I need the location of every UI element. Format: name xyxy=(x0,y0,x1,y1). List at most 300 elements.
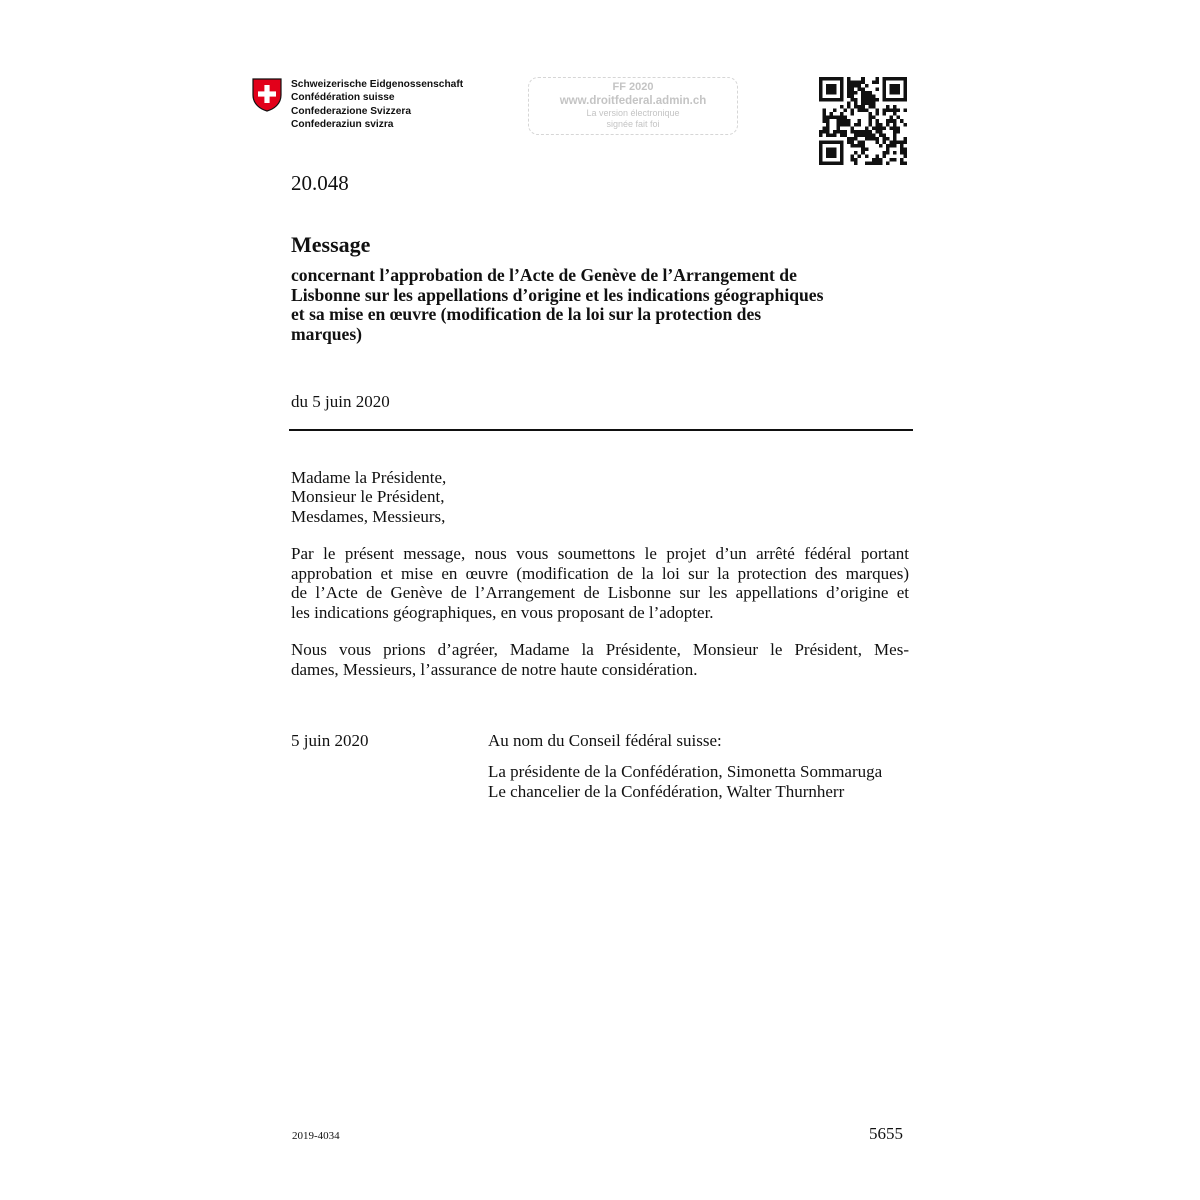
qr-module xyxy=(858,130,862,134)
qr-module xyxy=(903,77,907,81)
qr-module xyxy=(886,119,890,123)
qr-module xyxy=(854,123,858,127)
qr-module xyxy=(879,161,883,165)
qr-module xyxy=(882,88,886,92)
qr-module xyxy=(840,119,844,123)
qr-module xyxy=(886,105,890,109)
qr-module xyxy=(903,98,907,102)
qr-module xyxy=(875,161,879,165)
stamp-url[interactable]: www.droitfederal.admin.ch xyxy=(559,95,707,107)
qr-module xyxy=(875,154,879,158)
qr-module xyxy=(882,81,886,85)
qr-module xyxy=(851,88,855,92)
qr-module xyxy=(819,81,823,85)
confederation-names xyxy=(291,78,463,132)
qr-module xyxy=(851,109,855,113)
qr-module xyxy=(903,123,907,127)
qr-module xyxy=(826,77,830,81)
qr-module xyxy=(830,133,834,137)
qr-module xyxy=(896,140,900,144)
qr-module xyxy=(819,88,823,92)
qr-module xyxy=(854,98,858,102)
qr-module xyxy=(833,116,837,120)
qr-module xyxy=(893,77,897,81)
salutation-line: Madame la Présidente, xyxy=(291,468,447,487)
qr-module xyxy=(837,116,841,120)
qr-module xyxy=(879,133,883,137)
qr-module xyxy=(861,77,865,81)
qr-module xyxy=(861,98,865,102)
qr-module xyxy=(868,133,872,137)
qr-module xyxy=(833,130,837,134)
qr-module xyxy=(851,84,855,88)
qr-module xyxy=(851,112,855,116)
qr-module xyxy=(882,112,886,116)
qr-module xyxy=(900,98,904,102)
qr-module xyxy=(840,154,844,158)
qr-module xyxy=(900,119,904,123)
qr-module xyxy=(840,105,844,109)
qr-module xyxy=(872,137,876,141)
qr-module xyxy=(865,91,869,95)
qr-module xyxy=(875,88,879,92)
qr-code-icon xyxy=(819,77,907,165)
qr-module xyxy=(861,130,865,134)
qr-module xyxy=(830,151,834,155)
qr-module xyxy=(830,77,834,81)
qr-module xyxy=(868,105,872,109)
qr-module xyxy=(840,158,844,162)
subtitle-line: Lisbonne sur les appellations d’origine et les indications géographiques xyxy=(291,284,824,305)
qr-module xyxy=(865,130,869,134)
qr-module xyxy=(837,161,841,165)
qr-module xyxy=(837,140,841,144)
qr-module xyxy=(854,133,858,137)
qr-module xyxy=(886,98,890,102)
qr-module xyxy=(903,109,907,113)
qr-module xyxy=(879,144,883,148)
qr-module xyxy=(826,84,830,88)
footer-reference: 2019-4034 xyxy=(292,1130,340,1142)
qr-module xyxy=(837,77,841,81)
qr-module xyxy=(837,130,841,134)
qr-module xyxy=(861,140,865,144)
qr-module xyxy=(903,95,907,99)
qr-module xyxy=(830,98,834,102)
qr-module xyxy=(868,137,872,141)
qr-module xyxy=(889,119,893,123)
qr-module xyxy=(889,116,893,120)
paragraph-line: approbation et mise en œuvre (modification de la loi sur la protection des marques) xyxy=(291,563,909,583)
qr-module xyxy=(882,109,886,113)
qr-module xyxy=(854,151,858,155)
qr-module xyxy=(861,88,865,92)
qr-module xyxy=(886,109,890,113)
qr-module xyxy=(861,105,865,109)
paragraph-line: dames, Messieurs, l’assurance de notre haute considération. xyxy=(291,659,698,679)
qr-module xyxy=(896,126,900,130)
signature-council: Au nom du Conseil fédéral suisse: xyxy=(488,731,722,750)
electronic-version-stamp xyxy=(528,77,738,135)
qr-module xyxy=(889,140,893,144)
qr-module xyxy=(886,137,890,141)
qr-module xyxy=(826,126,830,130)
qr-module xyxy=(858,123,862,127)
qr-module xyxy=(833,91,837,95)
qr-module xyxy=(854,144,858,148)
qr-module xyxy=(879,158,883,162)
qr-module xyxy=(861,109,865,113)
qr-module xyxy=(840,144,844,148)
qr-module xyxy=(886,161,890,165)
qr-module xyxy=(868,112,872,116)
qr-module xyxy=(868,95,872,99)
paragraph-line: Par le présent message, nous vous soumettons le projet d’un arrêté fédéral portant xyxy=(291,544,909,563)
qr-module xyxy=(840,151,844,155)
qr-module xyxy=(837,123,841,127)
qr-module xyxy=(865,98,869,102)
qr-module xyxy=(865,95,869,99)
qr-module xyxy=(833,88,837,92)
qr-module xyxy=(833,98,837,102)
qr-module xyxy=(830,84,834,88)
qr-module xyxy=(889,77,893,81)
qr-module xyxy=(823,77,827,81)
qr-module xyxy=(826,119,830,123)
qr-module xyxy=(875,137,879,141)
qr-module xyxy=(861,95,865,99)
confederation-name-fr: Confédération suisse xyxy=(291,92,395,104)
qr-module xyxy=(840,133,844,137)
qr-module xyxy=(833,140,837,144)
qr-module xyxy=(868,123,872,127)
qr-module xyxy=(830,161,834,165)
qr-module xyxy=(868,102,872,106)
qr-module xyxy=(896,109,900,113)
qr-module xyxy=(868,91,872,95)
qr-module xyxy=(847,119,851,123)
qr-module xyxy=(854,84,858,88)
qr-module xyxy=(823,161,827,165)
qr-module xyxy=(875,109,879,113)
qr-module xyxy=(837,119,841,123)
qr-module xyxy=(889,91,893,95)
paragraph-closing xyxy=(291,640,909,679)
qr-module xyxy=(900,144,904,148)
qr-module xyxy=(854,161,858,165)
qr-module xyxy=(819,140,823,144)
qr-module xyxy=(851,130,855,134)
document-number: 20.048 xyxy=(291,171,349,195)
qr-module xyxy=(893,126,897,130)
qr-module xyxy=(896,130,900,134)
qr-module xyxy=(830,88,834,92)
qr-module xyxy=(872,98,876,102)
qr-module xyxy=(854,158,858,162)
qr-module xyxy=(903,88,907,92)
qr-module xyxy=(847,95,851,99)
qr-module xyxy=(893,158,897,162)
qr-module xyxy=(823,126,827,130)
qr-module xyxy=(868,130,872,134)
qr-module xyxy=(858,154,862,158)
qr-module xyxy=(819,133,823,137)
qr-module xyxy=(865,137,869,141)
qr-module xyxy=(847,88,851,92)
signatories xyxy=(488,762,882,801)
qr-module xyxy=(851,158,855,162)
qr-module xyxy=(833,154,837,158)
qr-module xyxy=(819,158,823,162)
qr-module xyxy=(819,161,823,165)
qr-module xyxy=(896,91,900,95)
qr-module xyxy=(844,130,848,134)
qr-module xyxy=(830,112,834,116)
document-title: Message xyxy=(291,232,371,257)
qr-module xyxy=(875,130,879,134)
qr-module xyxy=(879,130,883,134)
signatory-president: La présidente de la Confédération, Simonetta Sommaruga xyxy=(488,762,883,781)
qr-module xyxy=(837,126,841,130)
paragraph-line: Nous vous prions d’agréer, Madame la Présidente, Monsieur le Président, Mes- xyxy=(291,640,909,659)
qr-module xyxy=(893,144,897,148)
qr-module xyxy=(847,81,851,85)
qr-module xyxy=(889,144,893,148)
qr-module xyxy=(819,147,823,151)
qr-module xyxy=(847,137,851,141)
qr-module xyxy=(886,151,890,155)
qr-module xyxy=(854,102,858,106)
qr-module xyxy=(854,91,858,95)
stamp-ff-label: FF 2020 xyxy=(612,81,654,93)
qr-module xyxy=(840,161,844,165)
qr-module xyxy=(889,126,893,130)
qr-module xyxy=(882,98,886,102)
qr-module xyxy=(840,81,844,85)
qr-module xyxy=(826,147,830,151)
paragraph-proposal xyxy=(291,544,909,622)
qr-module xyxy=(854,137,858,141)
qr-module xyxy=(851,126,855,130)
qr-module xyxy=(893,119,897,123)
qr-module xyxy=(893,98,897,102)
qr-module xyxy=(893,130,897,134)
qr-module xyxy=(882,77,886,81)
qr-module xyxy=(900,147,904,151)
qr-module xyxy=(851,98,855,102)
subtitle-line: et sa mise en œuvre (modification de la loi sur la protection des xyxy=(291,304,762,324)
qr-module xyxy=(840,77,844,81)
qr-module xyxy=(840,112,844,116)
qr-module xyxy=(844,119,848,123)
qr-module xyxy=(893,105,897,109)
qr-module xyxy=(823,112,827,116)
qr-module xyxy=(882,140,886,144)
qr-module xyxy=(882,84,886,88)
qr-module xyxy=(879,126,883,130)
qr-module xyxy=(844,133,848,137)
salutation-line: Mesdames, Messieurs, xyxy=(291,506,446,526)
qr-module xyxy=(903,91,907,95)
qr-module xyxy=(819,98,823,102)
qr-module xyxy=(826,151,830,155)
qr-module xyxy=(893,123,897,127)
confederation-name-it: Confederazione Svizzera xyxy=(291,105,412,117)
qr-module xyxy=(819,77,823,81)
qr-module xyxy=(889,88,893,92)
qr-module xyxy=(858,133,862,137)
qr-module xyxy=(865,147,869,151)
qr-module xyxy=(882,95,886,99)
qr-module xyxy=(830,91,834,95)
qr-module xyxy=(847,91,851,95)
qr-module xyxy=(896,84,900,88)
header-divider xyxy=(289,429,913,431)
qr-module xyxy=(826,116,830,120)
qr-module xyxy=(861,102,865,106)
qr-module xyxy=(882,126,886,130)
qr-module xyxy=(826,98,830,102)
qr-module xyxy=(893,91,897,95)
qr-module xyxy=(882,133,886,137)
qr-module xyxy=(833,151,837,155)
qr-module xyxy=(882,154,886,158)
qr-module xyxy=(903,154,907,158)
stamp-note-line1: La version électronique xyxy=(586,108,680,118)
qr-module xyxy=(903,151,907,155)
qr-module xyxy=(854,105,858,109)
qr-module xyxy=(833,161,837,165)
qr-module xyxy=(819,151,823,155)
document-date: du 5 juin 2020 xyxy=(291,392,390,411)
qr-module xyxy=(872,158,876,162)
qr-module xyxy=(840,98,844,102)
qr-module xyxy=(889,109,893,113)
qr-module xyxy=(833,84,837,88)
qr-module xyxy=(879,123,883,127)
qr-module xyxy=(840,130,844,134)
qr-module xyxy=(903,140,907,144)
qr-module xyxy=(826,88,830,92)
qr-module xyxy=(837,98,841,102)
qr-module xyxy=(893,140,897,144)
qr-module xyxy=(858,88,862,92)
qr-module xyxy=(826,133,830,137)
qr-module xyxy=(840,140,844,144)
qr-module xyxy=(833,109,837,113)
qr-module xyxy=(900,77,904,81)
qr-module xyxy=(826,161,830,165)
qr-module xyxy=(858,109,862,113)
qr-module xyxy=(819,91,823,95)
qr-module xyxy=(896,77,900,81)
stamp-note-line2: signée fait foi xyxy=(606,119,660,129)
qr-module xyxy=(875,112,879,116)
qr-module xyxy=(865,84,869,88)
qr-module xyxy=(893,88,897,92)
qr-module xyxy=(875,77,879,81)
qr-module xyxy=(900,158,904,162)
qr-module xyxy=(833,133,837,137)
salutation-line: Monsieur le Président, xyxy=(291,487,445,507)
qr-module xyxy=(882,137,886,141)
qr-module xyxy=(858,119,862,123)
qr-module xyxy=(865,161,869,165)
qr-module xyxy=(826,154,830,158)
qr-module xyxy=(896,98,900,102)
qr-module xyxy=(847,123,851,127)
signatory-chancellor: Le chancelier de la Confédération, Walter Thurnherr xyxy=(488,781,845,801)
qr-module xyxy=(819,84,823,88)
qr-module xyxy=(858,81,862,85)
qr-module xyxy=(854,81,858,85)
subtitle-line: marques) xyxy=(291,323,363,344)
confederation-name-de: Schweizerische Eidgenossenschaft xyxy=(291,79,464,90)
qr-module xyxy=(865,133,869,137)
qr-module xyxy=(865,126,869,130)
qr-module xyxy=(868,119,872,123)
qr-module xyxy=(826,140,830,144)
qr-module xyxy=(840,88,844,92)
qr-module xyxy=(851,95,855,99)
qr-module xyxy=(889,84,893,88)
qr-module xyxy=(875,158,879,162)
subtitle-line: concernant l’approbation de l’Acte de Genève de l’Arrangement de xyxy=(291,265,797,285)
qr-module xyxy=(851,154,855,158)
qr-module xyxy=(861,81,865,85)
qr-module xyxy=(875,119,879,123)
qr-module xyxy=(823,140,827,144)
qr-module xyxy=(889,98,893,102)
qr-module xyxy=(872,126,876,130)
qr-module xyxy=(823,109,827,113)
qr-module xyxy=(865,102,869,106)
qr-module xyxy=(868,116,872,120)
qr-module xyxy=(865,109,869,113)
signature-date: 5 juin 2020 xyxy=(291,731,369,750)
qr-module xyxy=(851,91,855,95)
qr-module xyxy=(833,147,837,151)
qr-module xyxy=(819,95,823,99)
qr-module xyxy=(823,116,827,120)
qr-module xyxy=(823,130,827,134)
qr-module xyxy=(903,147,907,151)
qr-module xyxy=(872,161,876,165)
qr-module xyxy=(861,133,865,137)
qr-module xyxy=(830,140,834,144)
qr-module xyxy=(861,151,865,155)
qr-module xyxy=(886,147,890,151)
qr-module xyxy=(893,151,897,155)
qr-module xyxy=(889,158,893,162)
qr-module xyxy=(886,144,890,148)
qr-module xyxy=(847,84,851,88)
qr-module xyxy=(861,144,865,148)
qr-module xyxy=(875,126,879,130)
qr-module xyxy=(858,144,862,148)
qr-module xyxy=(851,144,855,148)
qr-module xyxy=(886,77,890,81)
qr-module xyxy=(840,91,844,95)
qr-module xyxy=(882,151,886,155)
qr-module xyxy=(854,130,858,134)
qr-module xyxy=(875,98,879,102)
qr-module xyxy=(851,137,855,141)
qr-module xyxy=(830,154,834,158)
qr-module xyxy=(840,84,844,88)
qr-module xyxy=(826,130,830,134)
qr-module xyxy=(900,161,904,165)
